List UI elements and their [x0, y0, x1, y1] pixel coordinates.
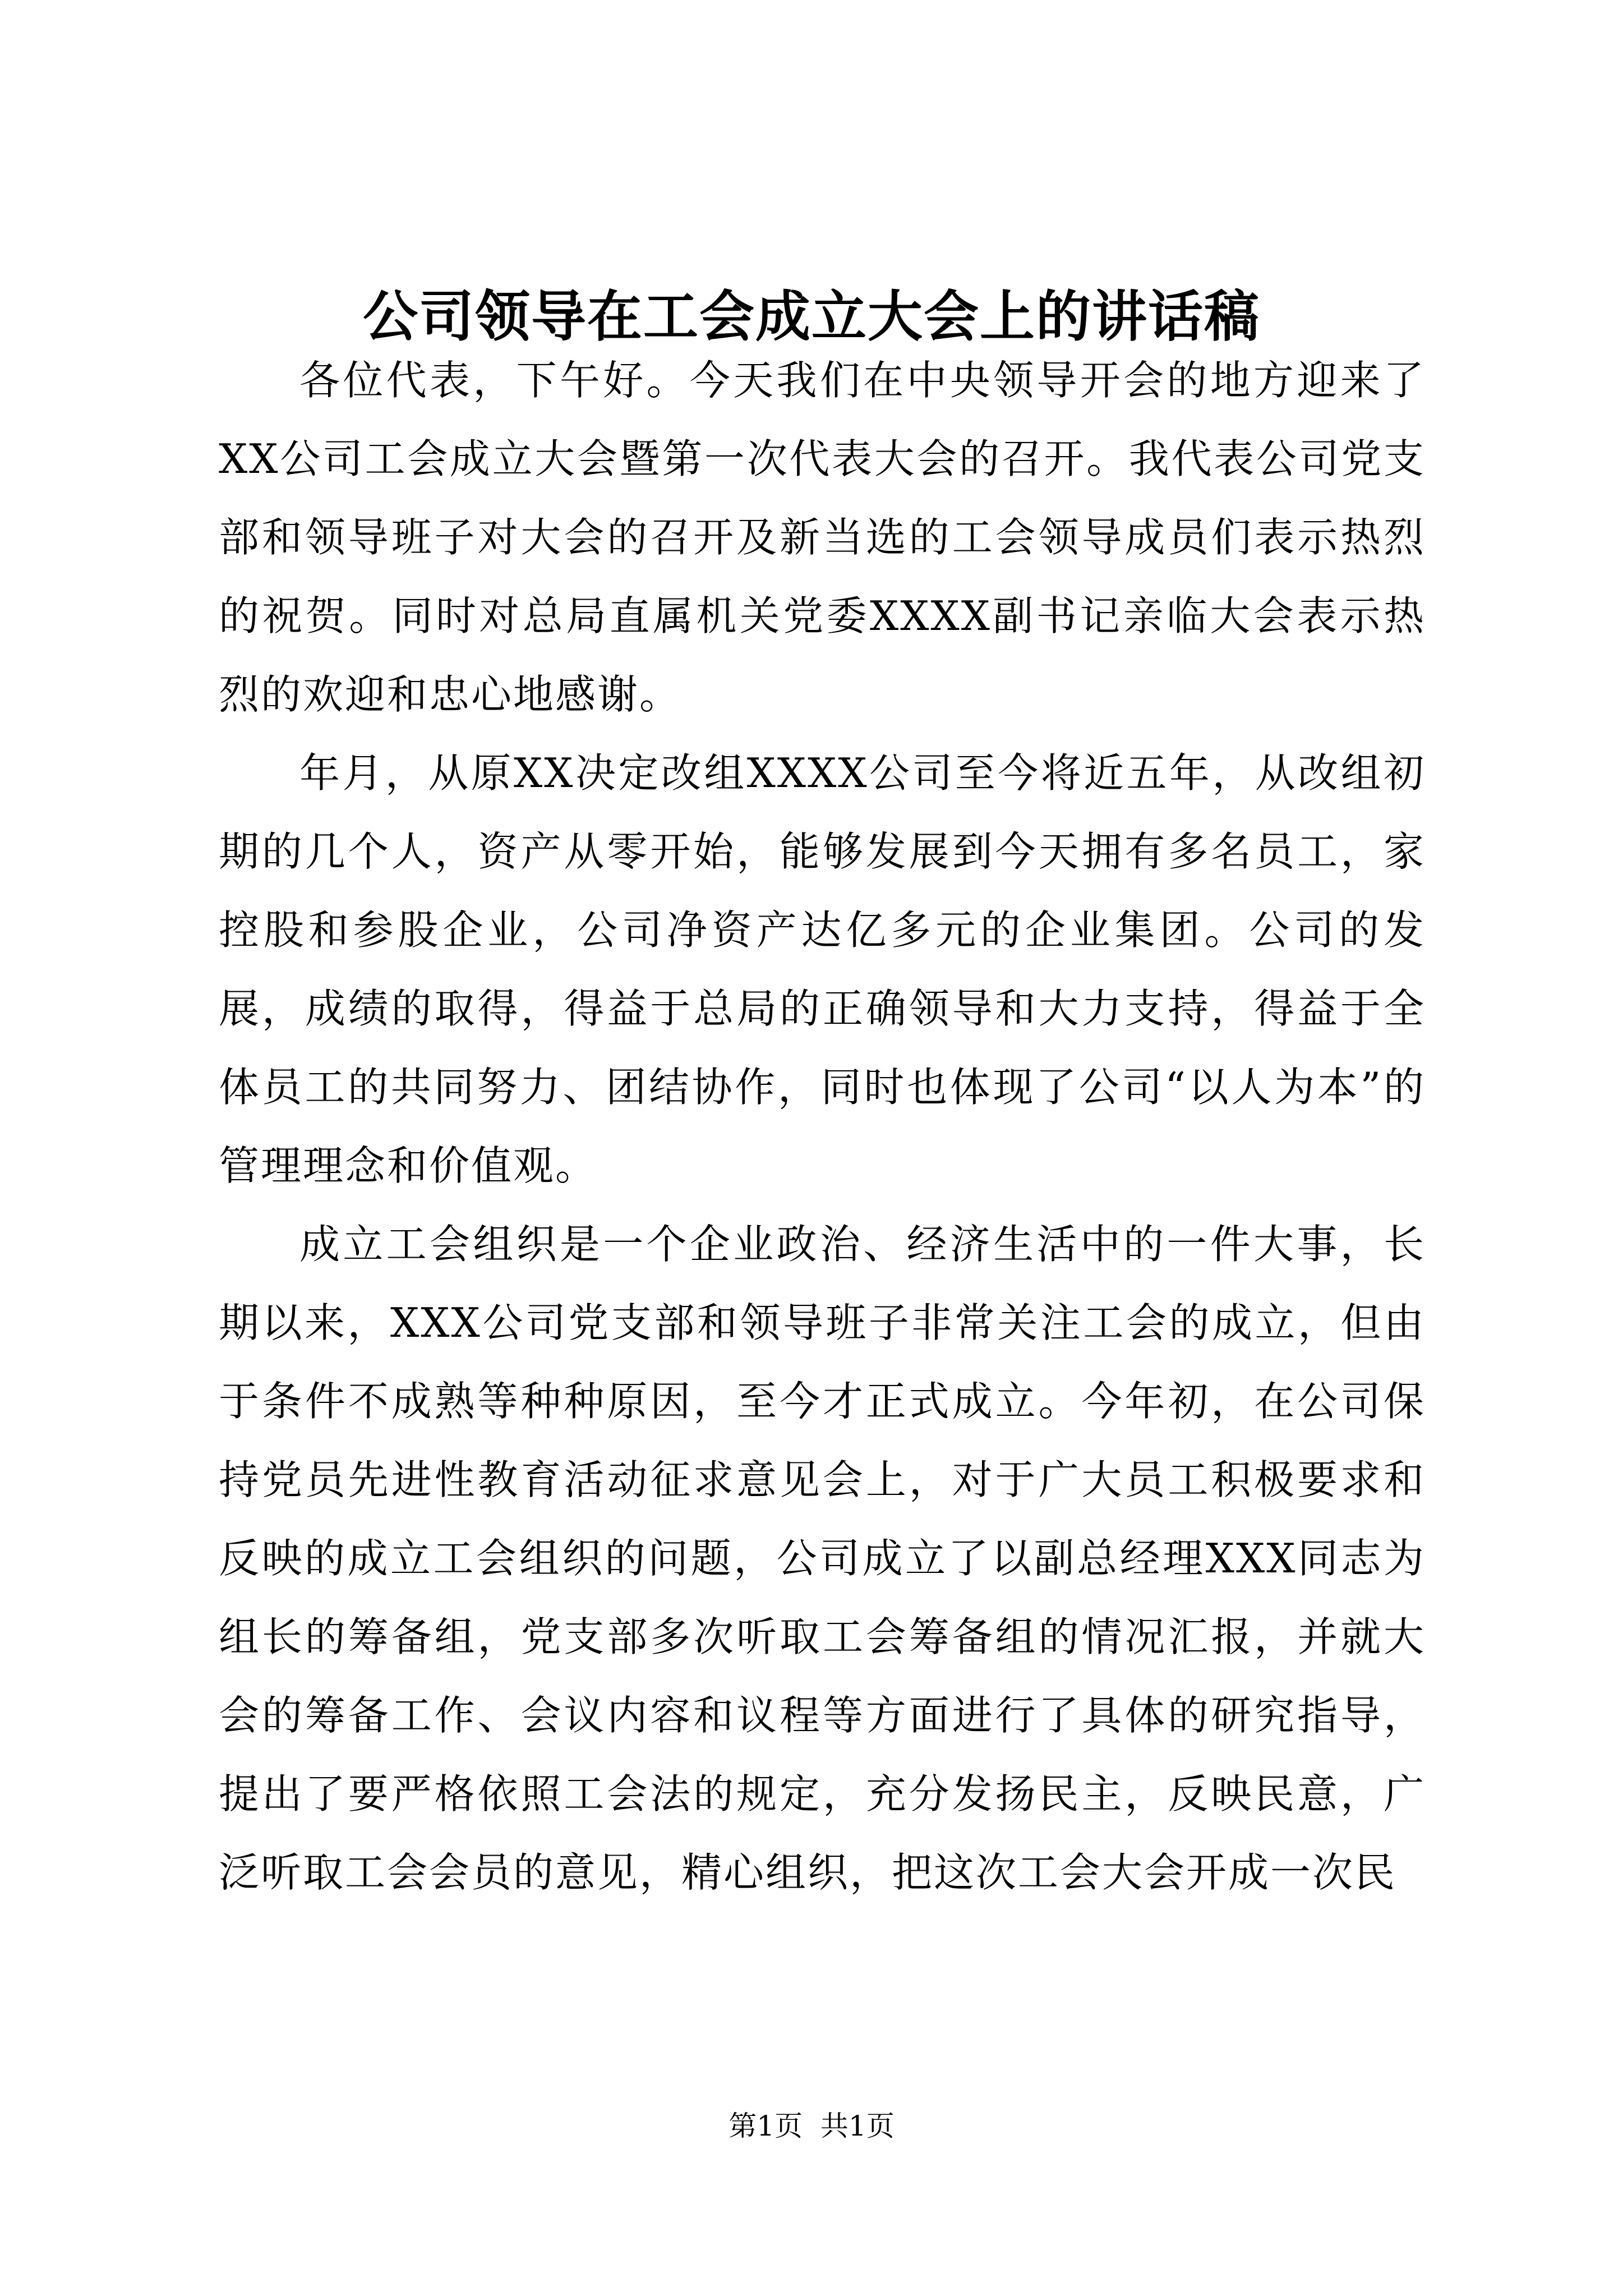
paragraph: 各位代表，下午好。今天我们在中央领导开会的地方迎来了XX公司工会成立大会暨第一次代表大会的召开。我代表公司党支部和领导班子对大会的召开及新当选的工会领导成员们表示热烈的祝贺。同时对总局直属机关党委XXXX副书记亲临大会表示热烈的欢迎和忠心地感谢。 — [219, 357, 1426, 718]
page-footer: 第1页 共1页 — [728, 2110, 895, 2142]
paragraph: 成立工会组织是一个企业政治、经济生活中的一件大事，长期以来，XXX公司党支部和领导班子非常关注工会的成立，但由于条件不成熟等种种原因，至今才正式成立。今年初，在公司保持党员先进性教育活动征求意见会上，对于广大员工积极要求和反映的成立工会组织的问题，公司成立了以副总经理XXX同志为组长的筹备组，党支部多次听取工会筹备组的情况汇报，并就大会的筹备工作、会议内容和议程等方面进行了具体的研究指导，提出了要严格依照工会法的规定，充分发扬民主，反映民意，广泛听取工会会员的意见，精心组织，把这次工会大会开成一次民 — [219, 1221, 1426, 1896]
paragraph: 年月，从原XX决定改组XXXX公司至今将近五年，从改组初期的几个人，资产从零开始，能够发展到今天拥有多名员工，家控股和参股企业，公司净资产达亿多元的企业集团。公司的发展，成绩的取得，得益于总局的正确领导和大力支持，得益于全体员工的共同努力、团结协作，同时也体现了公司“以人为本”的管理理念和价值观。 — [219, 749, 1426, 1189]
document-body — [219, 341, 1426, 1912]
document-title: 公司领导在工会成立大会上的讲话稿 — [362, 284, 1260, 349]
